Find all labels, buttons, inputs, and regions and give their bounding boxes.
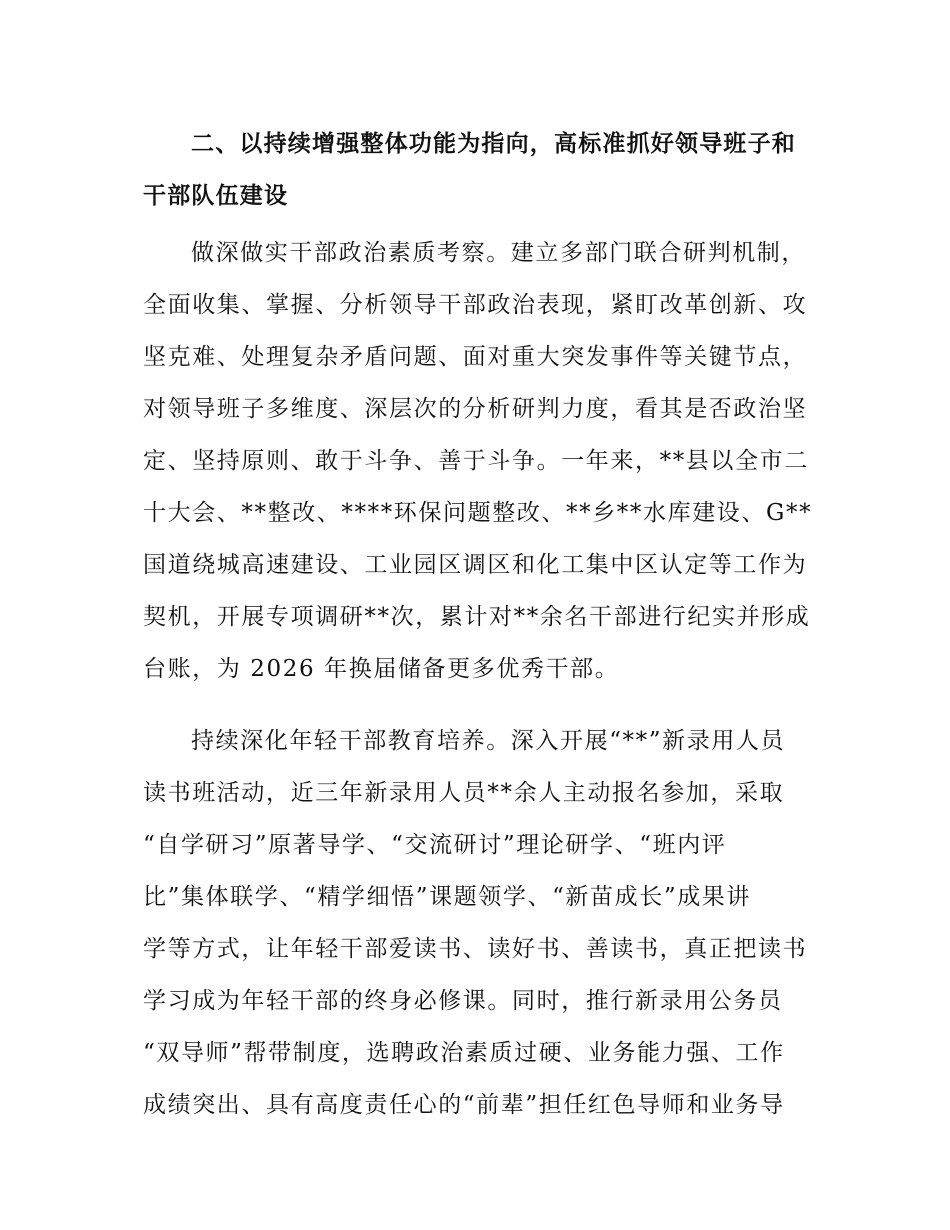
paragraph-line: 成绩突出、具有高度责任心的“前辈”担任红色导师和业务导 xyxy=(143,1092,785,1118)
paragraph-line: 学等方式，让年轻干部爱读书、读好书、善读书，真正把读书 xyxy=(143,936,808,962)
paragraph-young-cadre-training xyxy=(143,715,811,1131)
paragraph-line: 对领导班子多维度、深层次的分析研判力度，看其是否政治坚 xyxy=(143,396,808,422)
paragraph-line: “双导师”帮带制度，选聘政治素质过硬、业务能力强、工作 xyxy=(143,1040,785,1066)
paragraph-line: 做深做实干部政治素质考察。建立多部门联合研判机制， xyxy=(191,240,806,266)
paragraph-line: “自学研习”原著导学、“交流研讨”理论研学、“班内评 xyxy=(143,832,727,858)
paragraph-line: 比”集体联学、“精学细悟”课题领学、“新苗成长”成果讲 xyxy=(143,884,751,910)
paragraph-line: 十大会、**整改、****环保问题整改、**乡**水库建设、G** xyxy=(143,500,813,526)
document-body xyxy=(143,118,811,1151)
paragraph-line: 台账，为 2026 年换届储备更多优秀干部。 xyxy=(143,656,620,682)
paragraph-line: 国道绕城高速建设、工业园区调区和化工集中区认定等工作为 xyxy=(143,552,808,578)
paragraph-line: 学习成为年轻干部的终身必修课。同时，推行新录用公务员 xyxy=(143,988,783,1014)
paragraph-line: 定、坚持原则、敢于斗争、善于斗争。一年来，**县以全市二 xyxy=(143,448,809,474)
paragraph-line: 读书班活动，近三年新录用人员**余人主动报名参加，采取 xyxy=(143,780,785,806)
paragraph-line: 全面收集、掌握、分析领导干部政治表现，紧盯改革创新、攻 xyxy=(143,292,808,318)
paragraph-line: 持续深化年轻干部教育培养。深入开展“**”新录用人员 xyxy=(191,728,786,754)
paragraph-line: 坚克难、处理复杂矛盾问题、面对重大突发事件等关键节点， xyxy=(143,344,808,370)
paragraph-cadre-evaluation xyxy=(143,227,811,695)
heading-line: 二、以持续增强整体功能为指向，高标准抓好领导班子和 xyxy=(191,131,796,157)
heading-line: 干部队伍建设 xyxy=(143,183,289,209)
section-heading xyxy=(143,118,811,222)
paragraph-line: 契机，开展专项调研**次，累计对**余名干部进行纪实并形成 xyxy=(143,604,811,630)
